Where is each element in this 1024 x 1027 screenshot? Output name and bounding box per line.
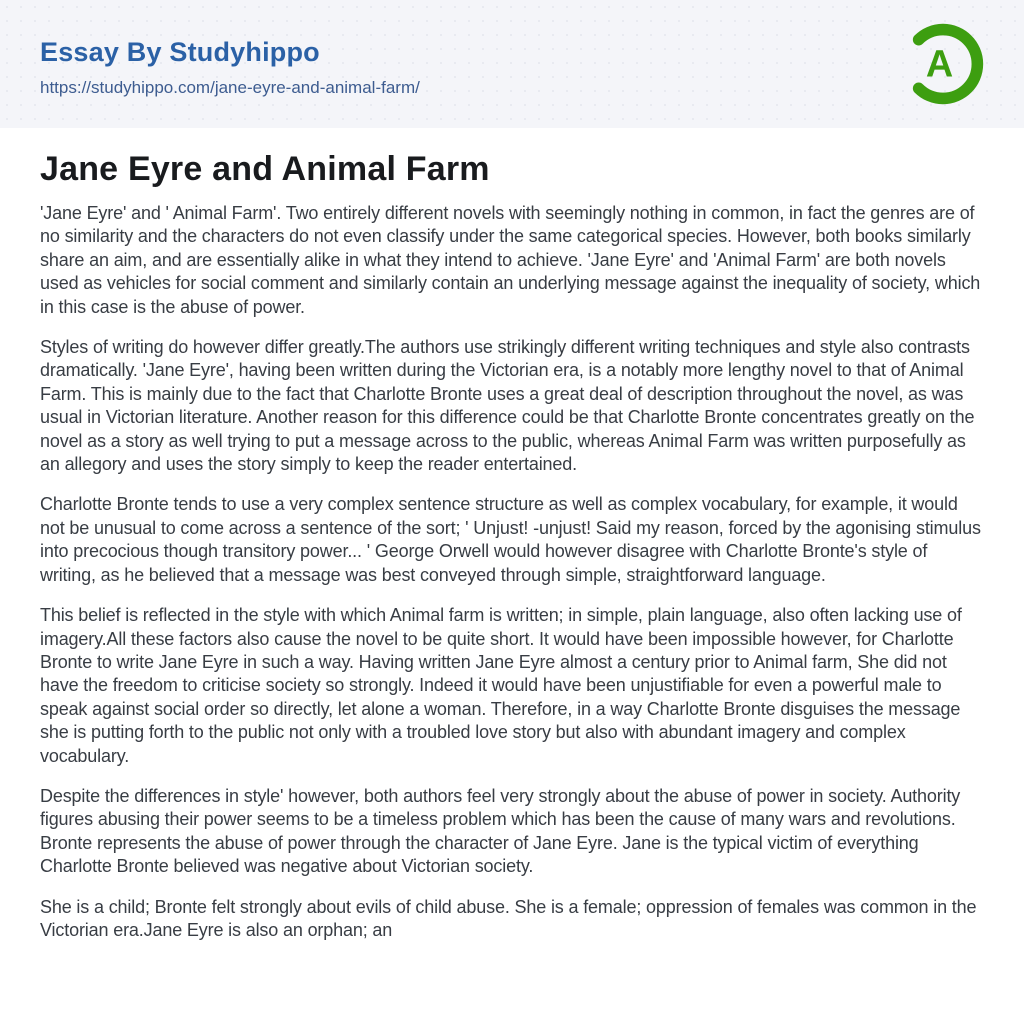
essay-paragraph-1: 'Jane Eyre' and ' Animal Farm'. Two entirely different novels with seemingly nothing in common, in fact the genres are of no similarity and the characters do not even classify under the same categorical species. However, both books similarly share an aim, and are essentially alike in what they intend to achieve. 'Jane Eyre' and 'Animal Farm' are both novels used as vehicles for social comment and similarly contain an underlying message against the inequality of society, which in this case is the abuse of power. [40, 203, 981, 317]
essay-paragraph-6: She is a child; Bronte felt strongly about evils of child abuse. She is a female; oppression of females was common in the Victorian era.Jane Eyre is also an orphan; an [40, 896, 977, 940]
essay-article [0, 150, 1024, 942]
essay-paragraph-2: Styles of writing do however differ greatly.The authors use strikingly different writing techniques and style also contrasts dramatically. 'Jane Eyre', having been written during the Victorian era, is a notably more lengthy novel to that of Animal Farm. This is mainly due to the fact that Charlotte Bronte uses a great deal of description throughout the novel, as was usual in Victorian literature. Another reason for this difference could be that Charlotte Bronte concentrates greatly on the novel as a story as well trying to put a message across to the public, whereas Animal Farm was written purposefully as an allegory and uses the story simply to keep the reader entertained. [40, 337, 975, 475]
essay-paragraph-4: This belief is reflected in the style with which Animal farm is written; in simple, plain language, also often lacking use of imagery.All these factors also cause the novel to be quite short. It would have been impossible however, for Charlotte Bronte to write Jane Eyre in such a way. Having written Jane Eyre almost a century prior to Animal farm, She did not have the freedom to criticise society so strongly. Indeed it would have been unjustifiable for even a powerful male to speak against social order so directly, let alone a woman. Therefore, in a way Charlotte Bronte disguises the message she is putting forth to the public not only with a troubled love story but also with abundant imagery and complex vocabulary. [40, 605, 962, 766]
header-text-block [40, 31, 420, 98]
studyhippo-logo-icon [900, 18, 986, 110]
essay-paragraph-5: Despite the differences in style' however, both authors feel very strongly about the abuse of power in society. Authority figures abusing their power seems to be a timeless problem which has been the cause of many wars and revolutions. Bronte represents the abuse of power through the character of Jane Eyre. Jane is the typical victim of everything Charlotte Bronte believed was negative about Victorian society. [40, 785, 961, 877]
essay-title: Jane Eyre and Animal Farm [40, 150, 490, 188]
essay-url-link[interactable]: https://studyhippo.com/jane-eyre-and-animal-farm/ [40, 77, 420, 97]
site-header [0, 0, 1024, 128]
essay-paragraph-3: Charlotte Bronte tends to use a very complex sentence structure as well as complex vocabulary, for example, it would not be unusual to come across a sentence of the sort; ' Unjust! -unjust! Said my reason, forced by the agonising stimulus into precocious though transitory power... ' George Orwell would however disagree with Charlotte Bronte's style of writing, as he believed that a message was best conveyed through simple, straightforward language. [40, 494, 981, 585]
site-title: Essay By Studyhippo [40, 36, 320, 67]
logo-letter: A [925, 43, 954, 86]
